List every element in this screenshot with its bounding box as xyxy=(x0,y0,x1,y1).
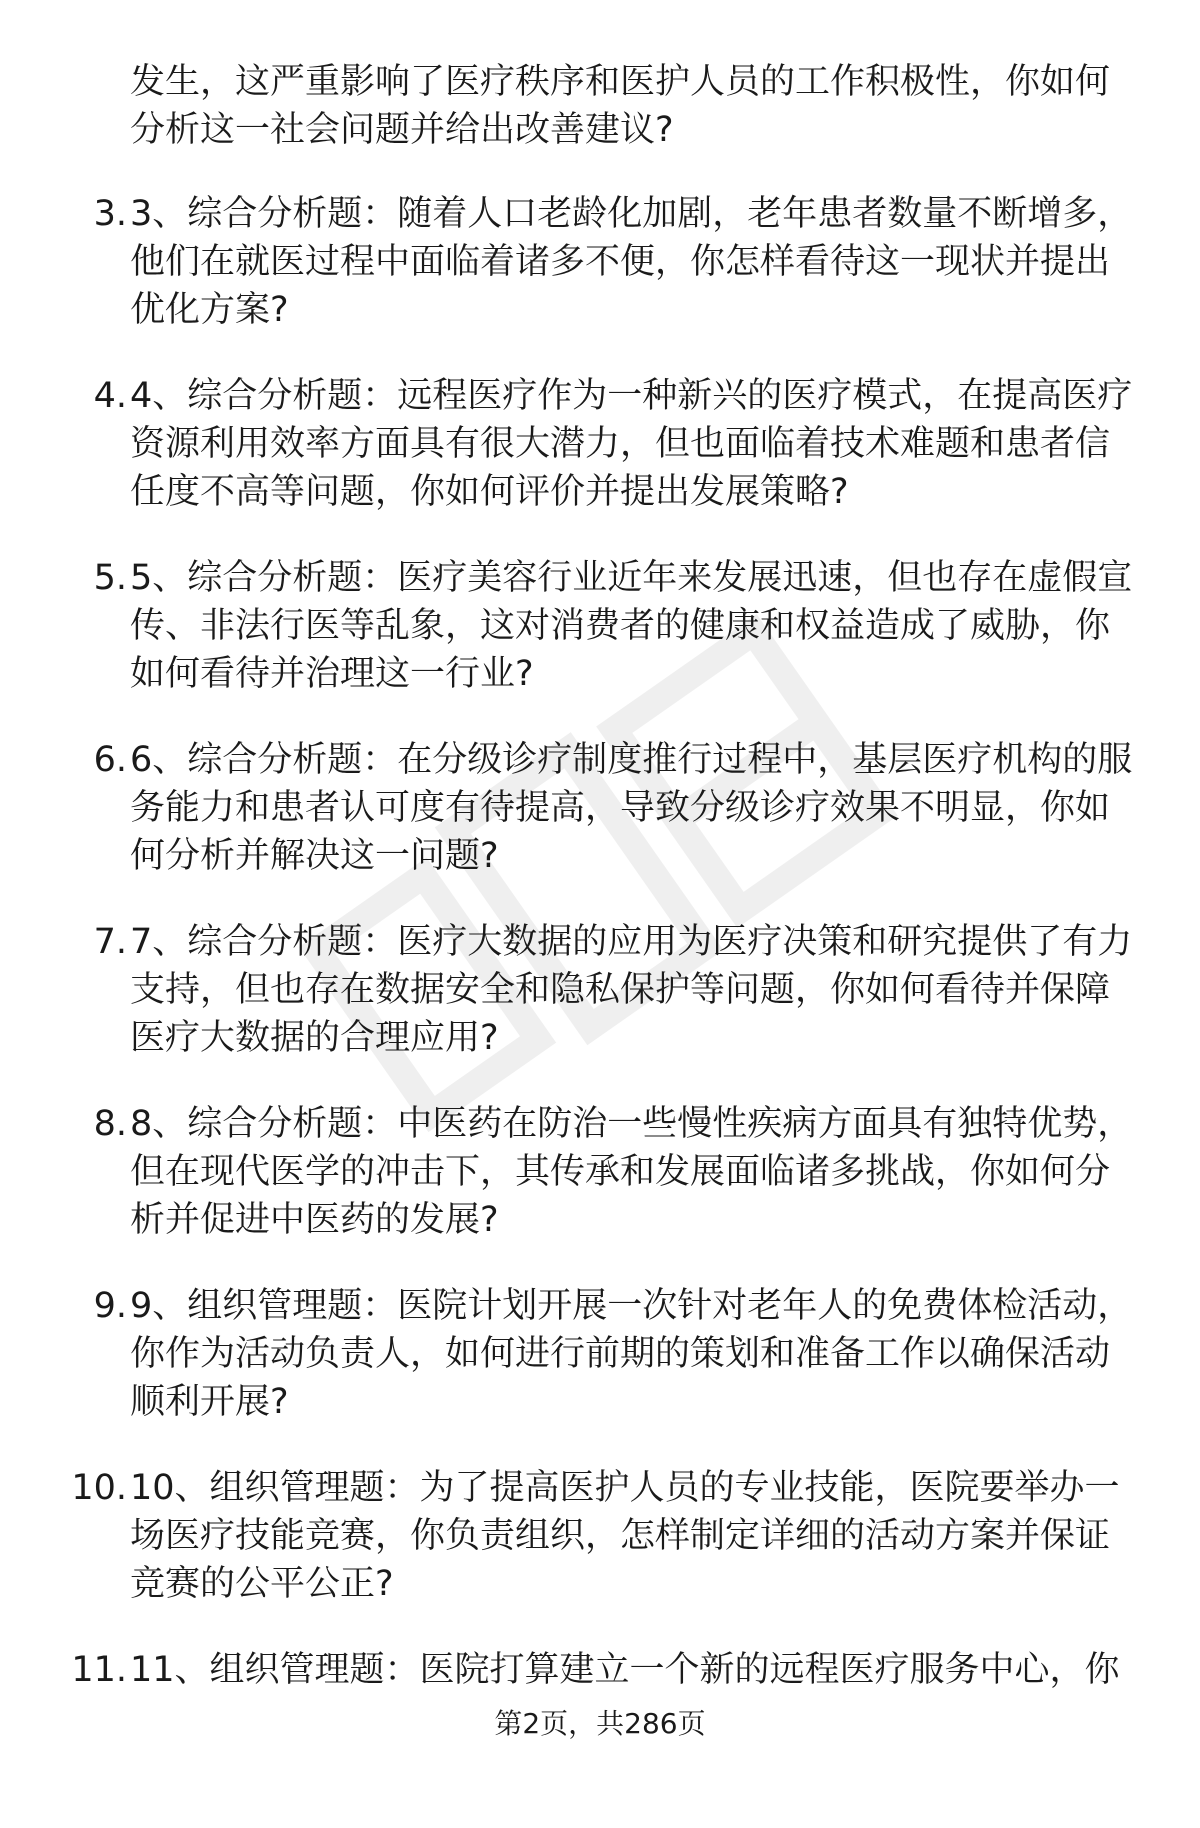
page-number-footer: 第2页，共286页 xyxy=(494,1707,706,1740)
question-line: 5、综合分析题：医疗美容行业近年来发展迅速，但也存在虚假宣 xyxy=(130,558,1133,598)
question-line: 9、组织管理题：医院计划开展一次针对老年人的免费体检活动， xyxy=(130,1286,1133,1326)
question-line: 但在现代医学的冲击下，其传承和发展面临诸多挑战，你如何分 xyxy=(130,1152,1111,1192)
list-number: 10. xyxy=(71,1468,127,1508)
question-line: 你作为活动负责人，如何进行前期的策划和准备工作以确保活动 xyxy=(130,1334,1111,1374)
question-line: 医疗大数据的合理应用? xyxy=(130,1018,499,1058)
question-item-8 xyxy=(0,1100,1200,1282)
question-line: 务能力和患者认可度有待提高，导致分级诊疗效果不明显，你如 xyxy=(130,788,1111,828)
question-line: 他们在就医过程中面临着诸多不便，你怎样看待这一现状并提出 xyxy=(130,242,1111,282)
question-list xyxy=(0,190,1200,1828)
question-line: 3、综合分析题：随着人口老龄化加剧，老年患者数量不断增多， xyxy=(130,194,1133,234)
question-line: 4、综合分析题：远程医疗作为一种新兴的医疗模式，在提高医疗 xyxy=(130,376,1133,416)
question-text xyxy=(130,190,1170,334)
question-text xyxy=(130,736,1170,880)
question-item-7 xyxy=(0,918,1200,1100)
question-item-4 xyxy=(0,372,1200,554)
question-line: 6、综合分析题：在分级诊疗制度推行过程中，基层医疗机构的服 xyxy=(130,740,1133,780)
question-text xyxy=(130,1282,1170,1426)
question-text xyxy=(130,1646,1170,1694)
question-line: 资源利用效率方面具有很大潜力，但也面临着技术难题和患者信 xyxy=(130,424,1111,464)
question-line: 析并促进中医药的发展? xyxy=(130,1200,499,1240)
question-line: 8、综合分析题：中医药在防治一些慢性疾病方面具有独特优势， xyxy=(130,1104,1133,1144)
question-line: 传、非法行医等乱象，这对消费者的健康和权益造成了威胁，你 xyxy=(130,606,1111,646)
question-line: 顺利开展? xyxy=(130,1382,289,1422)
continuation-paragraph xyxy=(130,58,1160,154)
question-item-9 xyxy=(0,1282,1200,1464)
question-line: 优化方案? xyxy=(130,290,289,330)
question-line: 如何看待并治理这一行业? xyxy=(130,654,534,694)
list-number: 11. xyxy=(71,1650,127,1690)
continuation-line: 发生，这严重影响了医疗秩序和医护人员的工作积极性，你如何 xyxy=(130,62,1111,102)
question-line: 7、综合分析题：医疗大数据的应用为医疗决策和研究提供了有力 xyxy=(130,922,1133,962)
list-number: 4. xyxy=(93,376,127,416)
list-number: 7. xyxy=(93,922,127,962)
question-item-3 xyxy=(0,190,1200,372)
question-line: 场医疗技能竞赛，你负责组织，怎样制定详细的活动方案并保证 xyxy=(130,1516,1111,1556)
list-number: 6. xyxy=(93,740,127,780)
question-text xyxy=(130,372,1170,516)
question-line: 竞赛的公平公正? xyxy=(130,1564,394,1604)
question-line: 支持，但也存在数据安全和隐私保护等问题，你如何看待并保障 xyxy=(130,970,1111,1010)
question-text xyxy=(130,1100,1170,1244)
continuation-line: 分析这一社会问题并给出改善建议? xyxy=(130,110,674,150)
question-item-5 xyxy=(0,554,1200,736)
question-line: 10、组织管理题：为了提高医护人员的专业技能，医院要举办一 xyxy=(130,1468,1120,1508)
question-text xyxy=(130,554,1170,698)
list-number: 8. xyxy=(93,1104,127,1144)
question-text xyxy=(130,918,1170,1062)
question-line: 任度不高等问题，你如何评价并提出发展策略? xyxy=(130,472,849,512)
question-item-6 xyxy=(0,736,1200,918)
question-text xyxy=(130,1464,1170,1608)
question-item-10 xyxy=(0,1464,1200,1646)
question-line: 何分析并解决这一问题? xyxy=(130,836,499,876)
list-number: 5. xyxy=(93,558,127,598)
question-line: 11、组织管理题：医院打算建立一个新的远程医疗服务中心，你 xyxy=(130,1650,1120,1690)
list-number: 9. xyxy=(93,1286,127,1326)
list-number: 3. xyxy=(93,194,127,234)
